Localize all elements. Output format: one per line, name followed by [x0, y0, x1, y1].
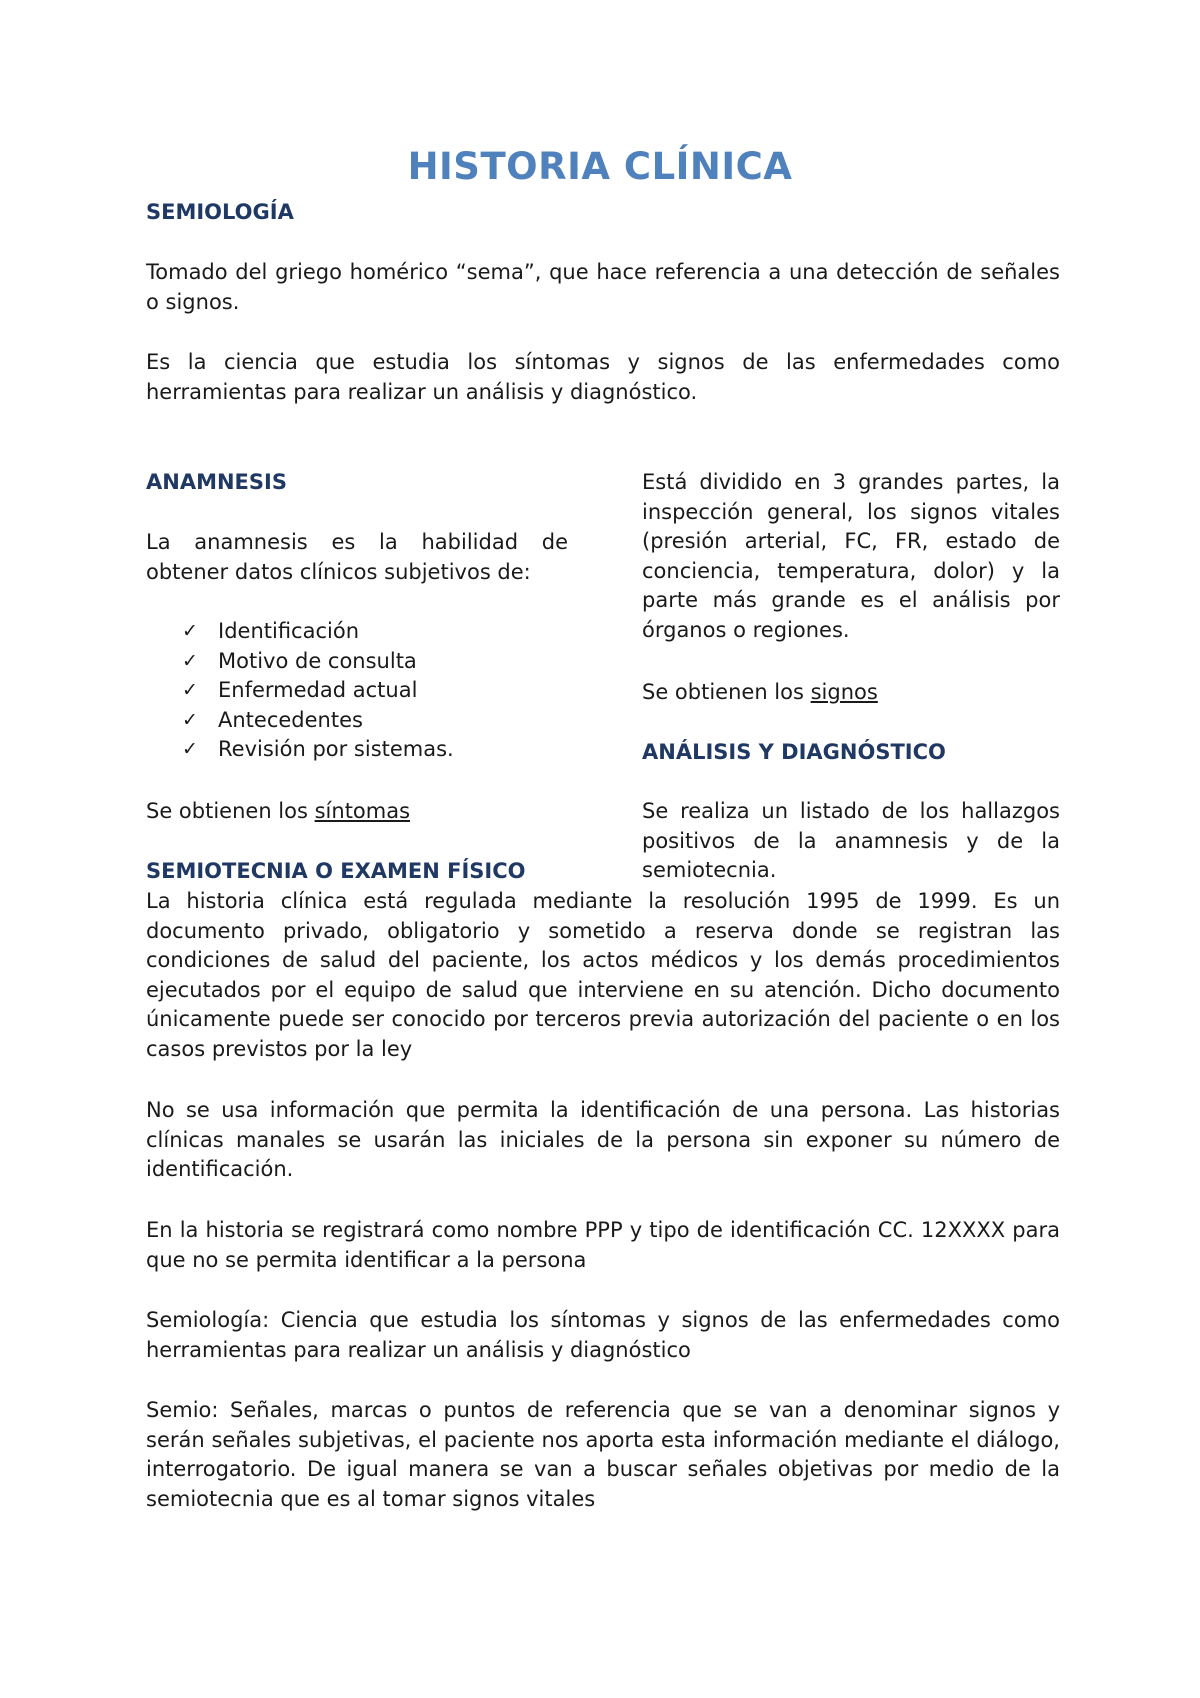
page-title: HISTORIA CLÍNICA — [407, 145, 793, 188]
anamnesis-result-prefix: Se obtienen los — [146, 799, 315, 823]
sintomas-underlined: síntomas — [314, 799, 411, 823]
check-icon: ✓ — [182, 708, 198, 731]
list-item — [146, 706, 568, 736]
semiotecnia-result — [642, 678, 1060, 708]
check-icon: ✓ — [182, 679, 198, 701]
semiotecnia-result-prefix: Se obtienen los — [642, 680, 811, 704]
list-item-label: Antecedentes — [218, 707, 363, 732]
body-paragraph-4: Semiología: Ciencia que estudia los síntomas y signos de las enfermedades como herramientas para realizar un análisis y diagnóstico — [146, 1308, 1060, 1362]
body-paragraph-3: En la historia se registrará como nombre PPP y tipo de identificación CC. 12XXXX para que no se permita identificar a la persona — [146, 1218, 1060, 1272]
semiologia-paragraph-2: Es la ciencia que estudia los síntomas y signos de las enfermedades como herramientas para realizar un análisis y diagnóstico. — [146, 350, 1060, 404]
list-item-label: Revisión por sistemas. — [218, 737, 454, 761]
body-paragraph-1: La historia clínica está regulada mediante la resolución 1995 de 1999. Es un documento privado, obligatorio y sometido a reserva donde se registran las condiciones de salud del paciente, los actos médicos y los demás procedimientos ejecutados por el equipo de salud que interviene en su atención. Dicho documento únicamente puede ser conocido por terceros previa autorización del paciente o en los casos previstos por la ley — [146, 889, 1060, 1061]
anamnesis-result — [146, 797, 568, 827]
list-item — [146, 735, 568, 765]
list-item — [146, 647, 568, 677]
list-item-label: Enfermedad actual — [218, 678, 418, 702]
check-icon: ✓ — [182, 620, 198, 642]
check-icon: ✓ — [182, 738, 198, 760]
list-item — [146, 676, 568, 706]
list-item — [146, 617, 568, 647]
analisis-description: Se realiza un listado de los hallazgos positivos de la anamnesis y de la semiotecnia. — [642, 799, 1060, 882]
heading-analisis: ANÁLISIS Y DIAGNÓSTICO — [642, 740, 946, 764]
anamnesis-checklist — [146, 617, 568, 765]
check-icon: ✓ — [182, 649, 198, 672]
semiotecnia-description: Está dividido en 3 grandes partes, la inspección general, los signos vitales (presión arterial, FC, FR, estado de conciencia, temperatura, dolor) y la parte más grande es el análisis por órganos o regiones. — [642, 470, 1060, 642]
list-item-label: Motivo de consulta — [218, 648, 417, 673]
body-paragraph-2: No se usa información que permita la identificación de una persona. Las historias clínicas manales se usarán las iniciales de la persona sin exponer su número de identificación. — [146, 1098, 1060, 1181]
semiologia-paragraph-1: Tomado del griego homérico “sema”, que hace referencia a una detección de señales o signos. — [146, 260, 1060, 314]
body-paragraph-5: Semio: Señales, marcas o puntos de referencia que se van a denominar signos y serán señales subjetivas, el paciente nos aporta esta información mediante el diálogo, interrogatorio. De igual manera se van a buscar señales objetivas por medio de la semiotecnia que es al tomar signos vitales — [146, 1398, 1060, 1511]
anamnesis-intro: La anamnesis es la habilidad de obtener datos clínicos subjetivos de: — [146, 530, 568, 584]
heading-anamnesis: ANAMNESIS — [146, 470, 287, 494]
heading-semiologia: SEMIOLOGÍA — [146, 200, 294, 224]
heading-semiotecnia: SEMIOTECNIA O EXAMEN FÍSICO — [146, 859, 526, 883]
signos-underlined: signos — [810, 680, 878, 704]
list-item-label: Identificación — [218, 619, 360, 643]
